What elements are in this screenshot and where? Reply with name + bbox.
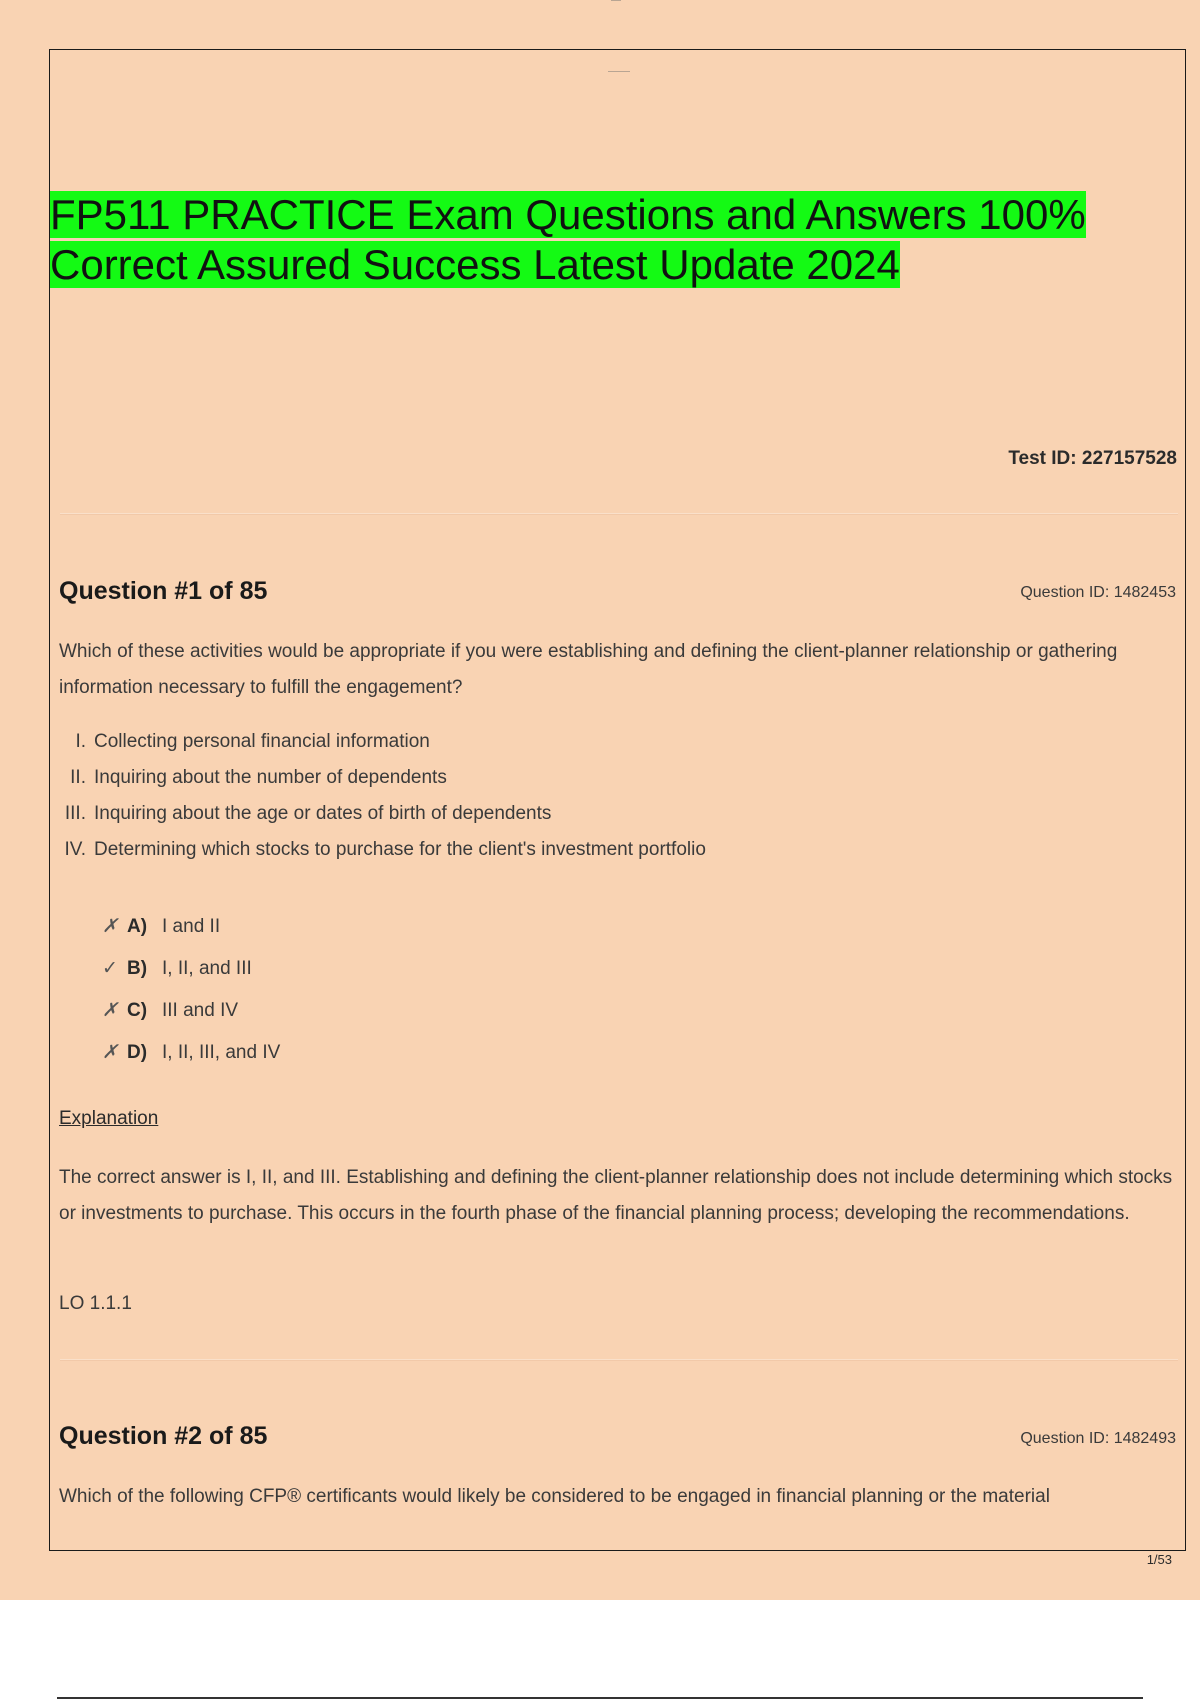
- statement-number: III.: [64, 803, 86, 824]
- statement-number: I.: [75, 731, 86, 752]
- statement-text: Collecting personal financial information: [94, 731, 430, 752]
- explanation-text: The correct answer is I, II, and III. Establishing and defining the client-planner relationship does not include determining which stocks or investments to purchase. This occurs in the fourth phase of the financial planning process; developing the recommendations.: [59, 1167, 1173, 1224]
- cross-icon: ✗: [102, 916, 118, 937]
- header-mark: [611, 0, 621, 1]
- explanation-label: Explanation: [59, 1108, 159, 1129]
- choice-text: I, II, and III: [162, 958, 252, 979]
- choice-text: I and II: [162, 916, 221, 937]
- question-text: Which of these activities would be appropriate if you were establishing and defining the client-planner relationship or gathering information necessary to fulfill the engagement?: [59, 641, 1118, 698]
- frame-header-mark: [608, 71, 630, 72]
- question-text: Which of the following CFP® certificants would likely be considered to be engaged in financial planning or the material: [59, 1486, 1050, 1507]
- choice-letter: D): [127, 1042, 148, 1063]
- statement-item: [59, 796, 706, 832]
- check-icon: ✓: [102, 958, 118, 979]
- statement-list: [59, 724, 706, 868]
- question-heading: Question #1 of 85: [59, 577, 268, 605]
- statement-text: Determining which stocks to purchase for the client's investment portfolio: [94, 839, 706, 860]
- learning-objective: LO 1.1.1: [59, 1293, 132, 1314]
- statement-item: [59, 724, 706, 760]
- test-id: Test ID: 227157528: [1008, 448, 1177, 469]
- choice-letter: B): [127, 958, 148, 979]
- cross-icon: ✗: [102, 1000, 118, 1021]
- section-divider: [60, 1359, 1178, 1361]
- document-title: [50, 190, 1190, 290]
- answer-choice-b: [101, 948, 280, 990]
- statement-item: [59, 760, 706, 796]
- answer-choice-c: [101, 990, 280, 1032]
- statement-number: IV.: [64, 839, 86, 860]
- statement-number: II.: [70, 767, 86, 788]
- document-title-highlight: FP511 PRACTICE Exam Questions and Answers 100% Correct Assured Success Latest Update 2024: [50, 191, 1086, 288]
- cross-icon: ✗: [102, 1042, 118, 1063]
- choice-letter: C): [127, 1000, 148, 1021]
- bottom-rule: [57, 1697, 1143, 1699]
- choice-text: I, II, III, and IV: [162, 1042, 281, 1063]
- question-id: Question ID: 1482453: [1020, 584, 1176, 601]
- answer-choice-a: [101, 906, 280, 948]
- question-heading: Question #2 of 85: [59, 1422, 268, 1450]
- choice-letter: A): [127, 916, 148, 937]
- answer-choice-d: [101, 1032, 280, 1074]
- statement-text: Inquiring about the age or dates of birth of dependents: [94, 803, 552, 824]
- statement-text: Inquiring about the number of dependents: [94, 767, 447, 788]
- page-number: 1/53: [1146, 1552, 1172, 1567]
- question-id: Question ID: 1482493: [1020, 1430, 1176, 1447]
- choice-text: III and IV: [162, 1000, 239, 1021]
- statement-item: [59, 832, 706, 868]
- answer-choice-list: [101, 906, 280, 1074]
- section-divider: [60, 513, 1178, 515]
